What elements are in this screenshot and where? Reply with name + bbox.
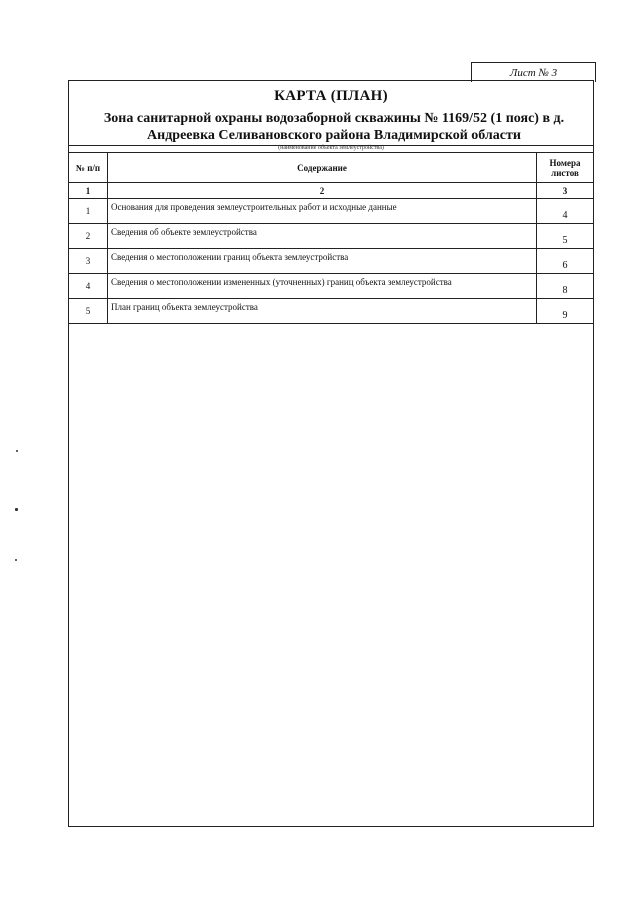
table-row — [69, 224, 594, 249]
row-num: 2 — [69, 224, 108, 249]
header-num: № п/п — [69, 153, 108, 183]
object-name-caption: (наименование объекта землеустройства) — [278, 145, 384, 151]
row-num: 4 — [69, 274, 108, 299]
document-title: КАРТА (ПЛАН) — [274, 88, 388, 104]
scan-speck — [16, 450, 18, 452]
header-pages: Номера листов — [537, 153, 594, 183]
scan-speck — [15, 508, 18, 511]
subtitle-line-1: Зона санитарной охраны водозаборной скважины № 1169/52 (1 пояс) в д. — [103, 111, 565, 126]
row-pages: 8 — [537, 274, 594, 299]
contents-table — [68, 152, 594, 324]
table-row — [69, 249, 594, 274]
document-subtitle — [84, 110, 584, 144]
table-header-row — [69, 153, 594, 183]
index-cell: 3 — [537, 183, 594, 199]
row-content: Сведения о местоположении границ объекта землеустройства — [108, 249, 537, 274]
table-index-row — [69, 183, 594, 199]
row-pages: 9 — [537, 299, 594, 324]
table-row — [69, 299, 594, 324]
header-content: Содержание — [108, 153, 537, 183]
table-row — [69, 199, 594, 224]
row-num: 5 — [69, 299, 108, 324]
row-content: Сведения о местоположении измененных (уточненных) границ объекта землеустройства — [108, 274, 537, 299]
scan-speck — [15, 559, 17, 561]
index-cell: 1 — [69, 183, 108, 199]
table-row — [69, 274, 594, 299]
row-content: Основания для проведения землеустроительных работ и исходные данные — [108, 199, 537, 224]
row-content: Сведения об объекте землеустройства — [108, 224, 537, 249]
sheet-number-label: Лист № 3 — [471, 62, 596, 82]
subtitle-line-2: Андреевка Селивановского района Владимирской области — [147, 128, 521, 143]
row-pages: 6 — [537, 249, 594, 274]
row-pages: 5 — [537, 224, 594, 249]
row-content: План границ объекта землеустройства — [108, 299, 537, 324]
row-num: 1 — [69, 199, 108, 224]
index-cell: 2 — [108, 183, 537, 199]
row-pages: 4 — [537, 199, 594, 224]
row-num: 3 — [69, 249, 108, 274]
